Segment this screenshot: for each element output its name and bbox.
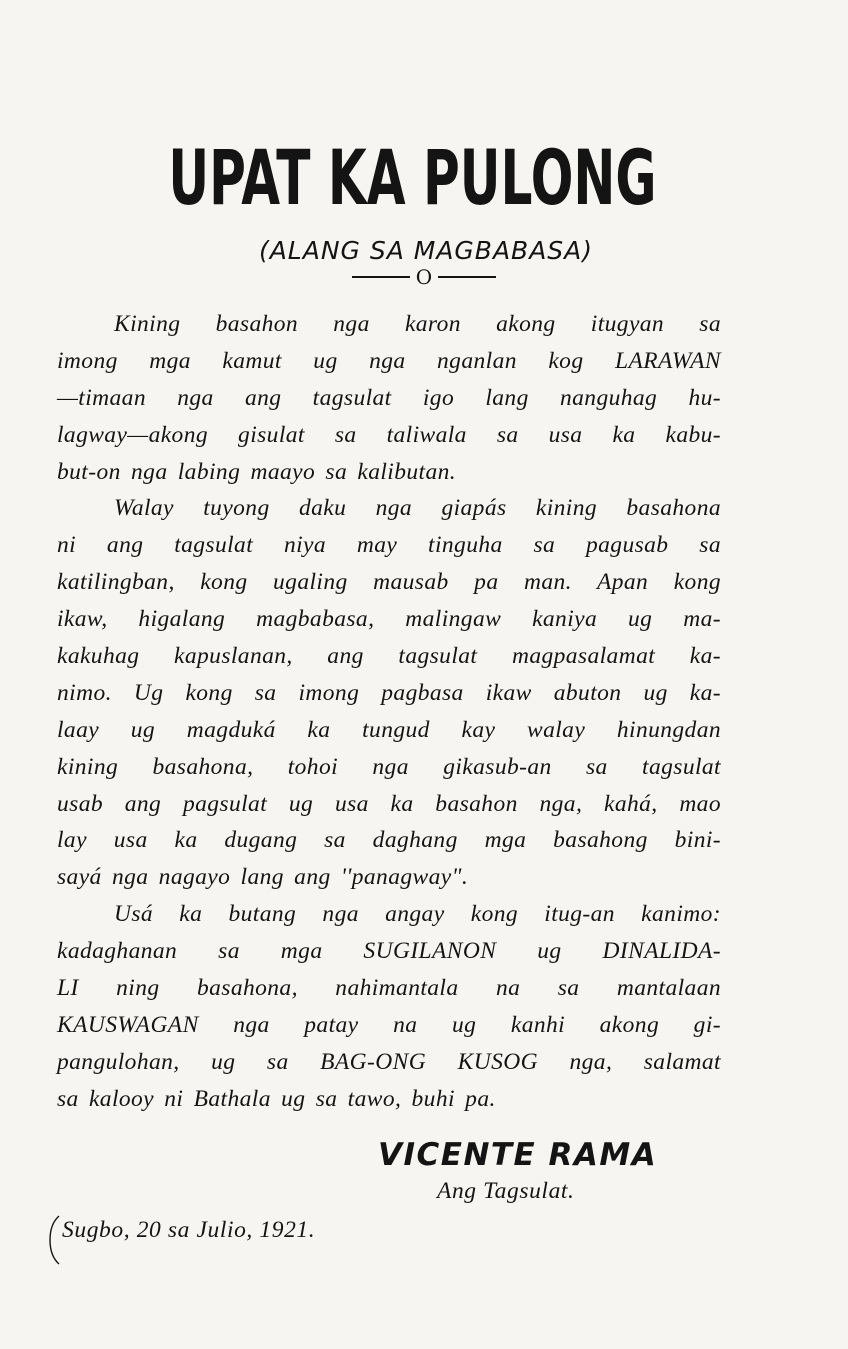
author-name: VICENTE RAMA [378, 1137, 658, 1173]
dateline: Sugbo, 20 sa Julio, 1921. [62, 1217, 316, 1243]
text-line: pangulohan, ug sa BAG-ONG KUSOG nga, salamat [57, 1048, 721, 1075]
text-line: Kining basahon nga karon akong itugyan sa [114, 311, 721, 337]
text-line: nimo. Ug kong sa imong pagbasa ikaw abuton ug ka- [57, 679, 721, 706]
page-subtitle: (ALANG SA MAGBABASA) [258, 236, 594, 265]
text-line: Walay tuyong daku nga giapás kining basahona [114, 495, 721, 522]
text-line: ni ang tagsulat niya may tinguha sa pagusab sa [57, 532, 721, 559]
text-line: usab ang pagsulat ug usa ka basahon nga, kahá, mao [57, 790, 721, 817]
text-line: sayá nga nagayo lang ang ''panagway". [57, 864, 469, 891]
text-line: —timaan nga ang tagsulat igo lang nanguhag hu- [57, 384, 721, 411]
body-text [57, 306, 721, 1118]
paragraph-1 [57, 306, 721, 490]
text-line: ikaw, higalang magbabasa, malingaw kaniya ug ma- [57, 606, 721, 633]
ornamental-divider [0, 263, 848, 291]
paragraph-2 [57, 490, 721, 896]
text-line: imong mga kamut ug nga nganlan kog LARAWAN [57, 347, 721, 374]
paragraph-3 [57, 896, 721, 1117]
text-line: katilingban, kong ugaling mausab pa man. Apan kong [57, 569, 721, 596]
text-line: KAUSWAGAN nga patay na ug kanhi akong gi- [57, 1011, 721, 1038]
text-line: but-on nga labing maayo sa kalibutan. [57, 458, 457, 485]
text-line: LI ning basahona, nahimantala na sa mantalaan [57, 975, 721, 1002]
text-line: sa kalooy ni Bathala ug sa tawo, buhi pa. [57, 1085, 496, 1112]
text-line: kining basahona, tohoi nga gikasub-an sa tagsulat [57, 753, 721, 780]
page-title: UPAT KA PULONG [168, 133, 657, 222]
text-line: kakuhag kapuslanan, ang tagsulat magpasalamat ka- [57, 643, 721, 670]
divider-rule-left [352, 276, 410, 278]
text-line: Usá ka butang nga angay kong itug-an kanimo: [114, 901, 721, 928]
divider-rule-right [438, 276, 496, 278]
text-line: lay usa ka dugang sa daghang mga basahong bini- [57, 827, 721, 854]
text-line: kadaghanan sa mga SUGILANON ug DINALIDA- [57, 938, 721, 965]
divider-mark: O [415, 265, 433, 289]
author-role: Ang Tagsulat. [437, 1178, 575, 1204]
text-line: lagway—akong gisulat sa taliwala sa usa ka kabu- [57, 421, 721, 448]
text-line: laay ug magduká ka tungud kay walay hinungdan [57, 716, 721, 743]
